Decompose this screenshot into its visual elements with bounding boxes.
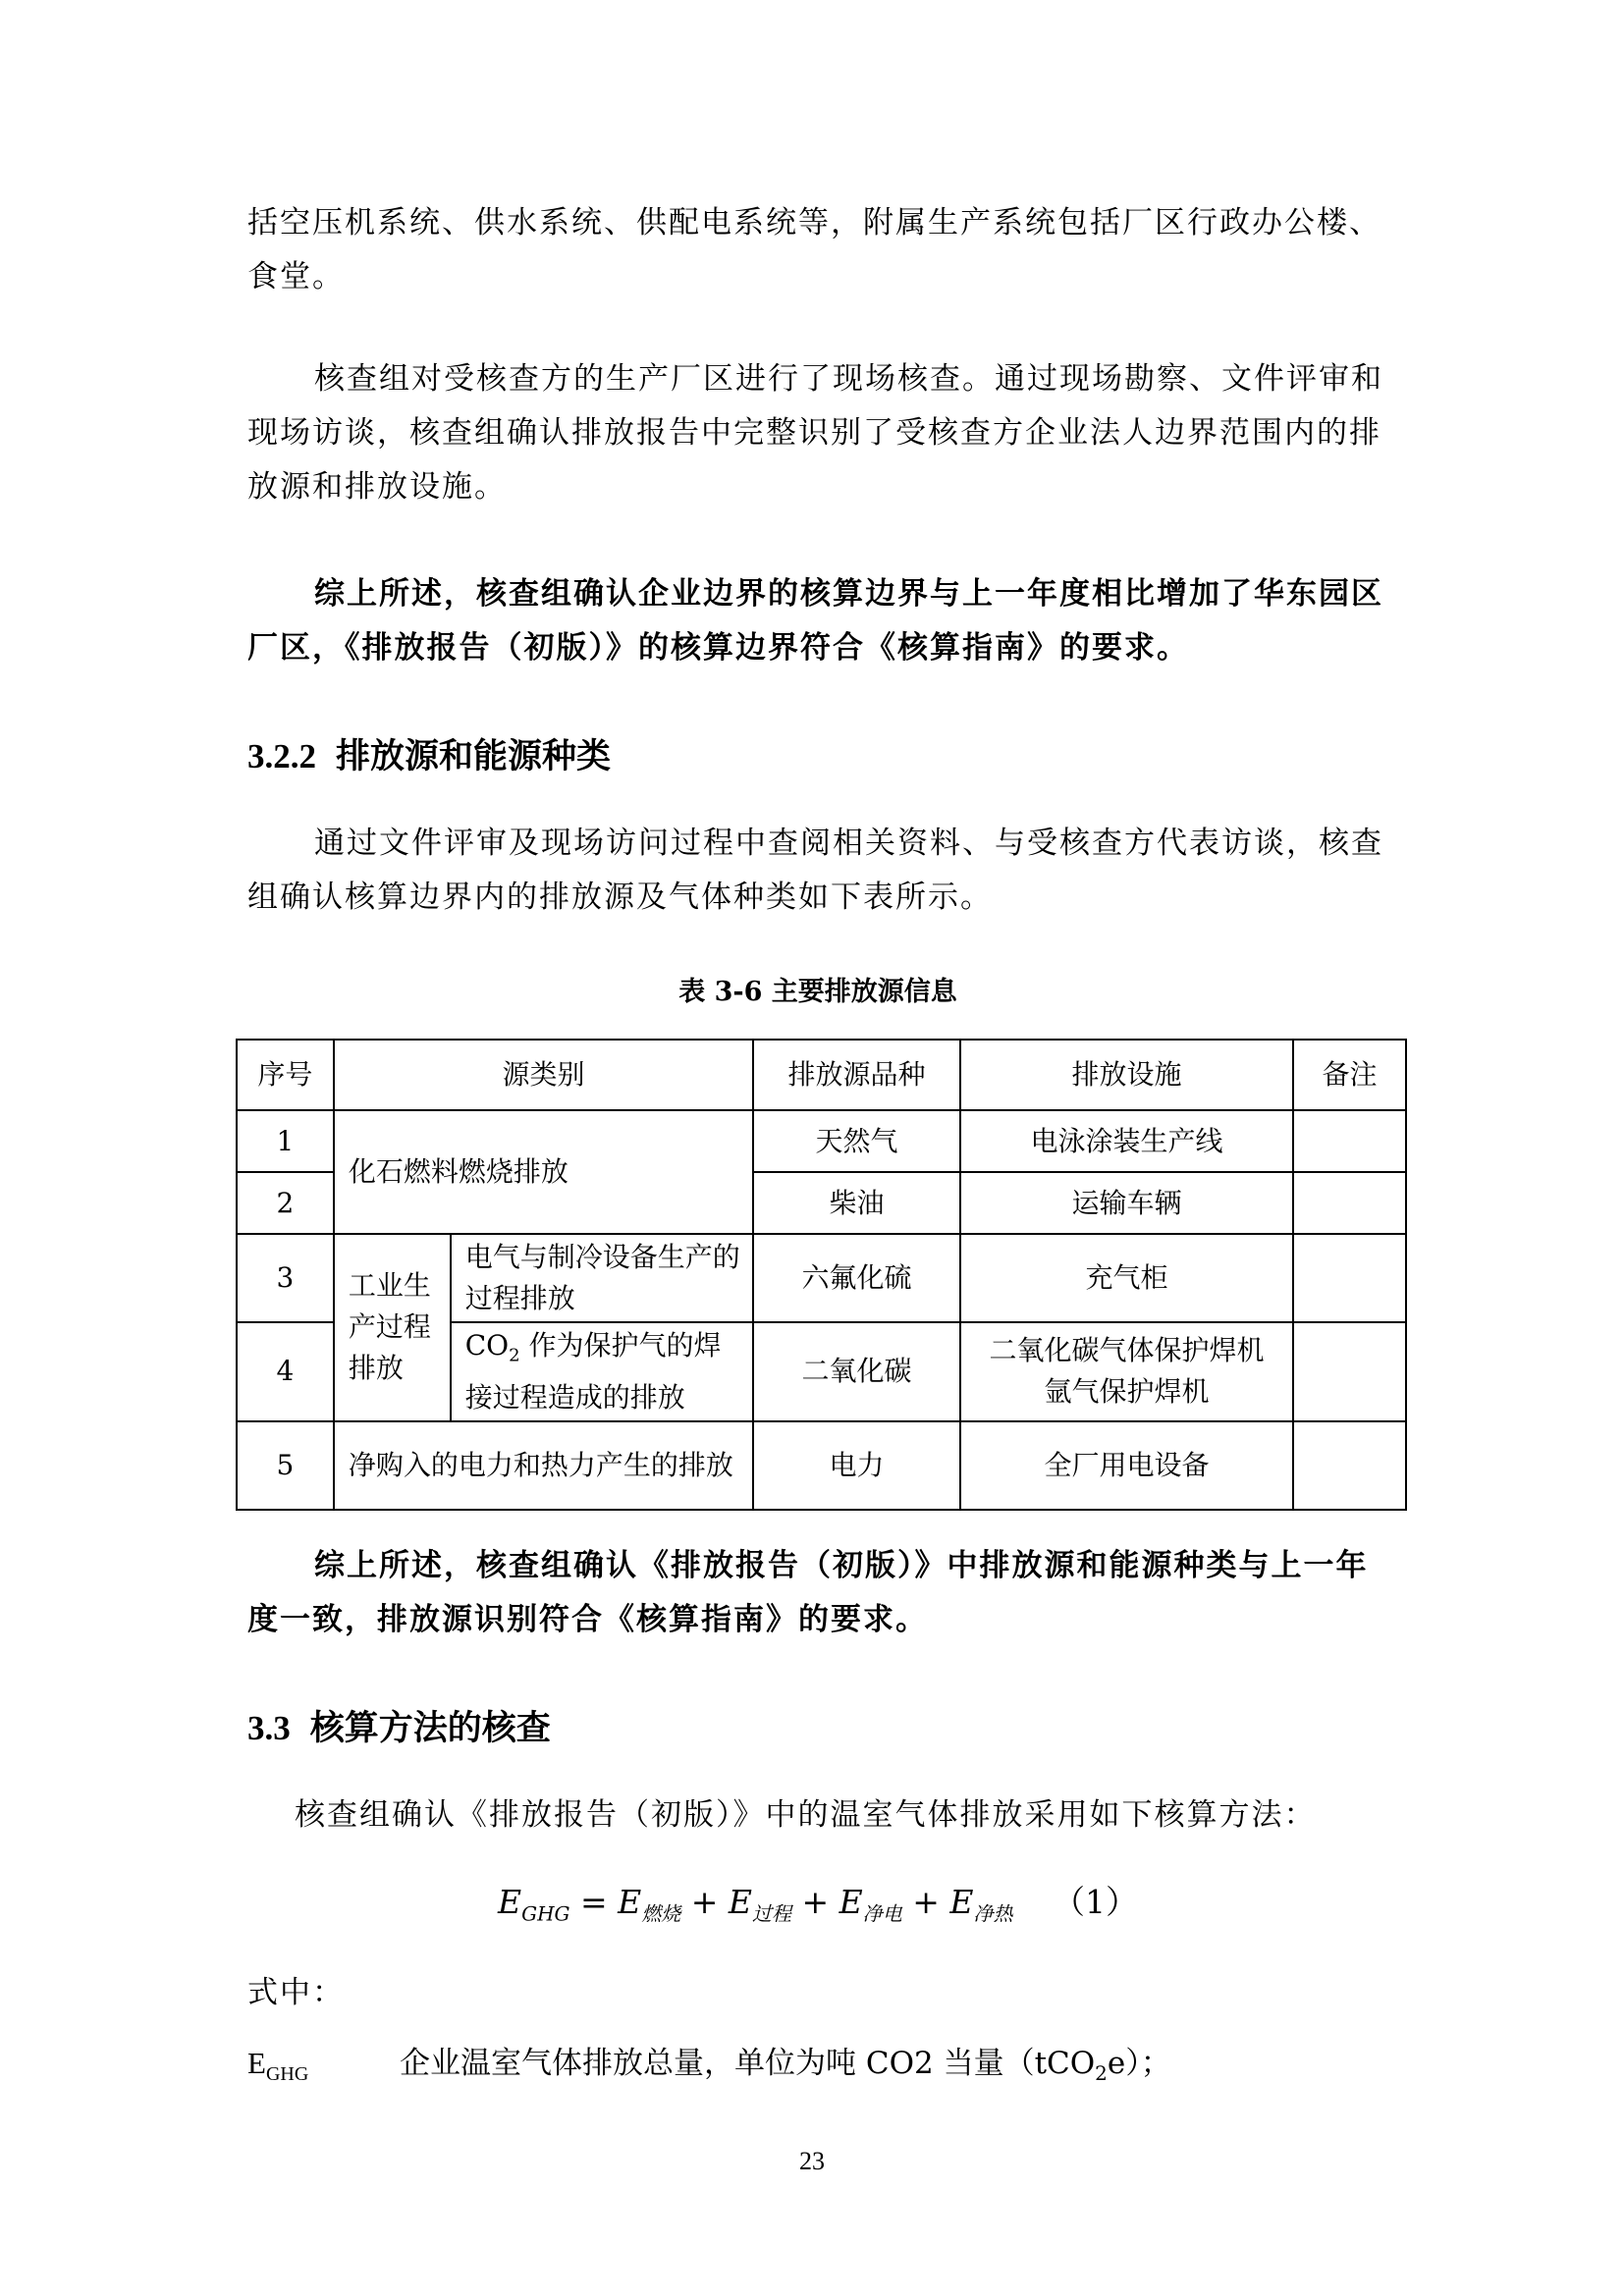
table-header-row — [237, 1040, 1406, 1110]
equation-number: （1） — [1052, 1883, 1138, 1921]
header-category: 源类别 — [334, 1040, 753, 1110]
paragraph-site-verification: 核查组对受核查方的生产厂区进行了现场核查。通过现场勘察、文件评审和现场访谈，核查组确认排放报告中完整识别了受核查方企业法人边界范围内的排放源和排放设施。 — [247, 361, 1383, 505]
section-number: 3.2.2 — [247, 737, 316, 775]
section-title: 排放源和能源种类 — [336, 736, 612, 776]
section-title: 核算方法的核查 — [309, 1708, 551, 1748]
table-row — [237, 1234, 1406, 1322]
section-number: 3.3 — [247, 1709, 291, 1747]
term-letter: E — [247, 2046, 266, 2080]
formula-lhs: E — [498, 1883, 522, 1921]
term-sub: 净热 — [973, 1901, 1013, 1926]
cell-facility — [960, 1322, 1293, 1421]
paragraph-where: 式中： — [247, 1975, 345, 2010]
cell-no: 1 — [237, 1110, 334, 1172]
cell-facility: 电泳涂装生产线 — [960, 1110, 1293, 1172]
cell-note — [1293, 1172, 1406, 1234]
header-facility: 排放设施 — [960, 1040, 1293, 1110]
cell-no: 2 — [237, 1172, 334, 1234]
formula-lhs-sub: GHG — [521, 1901, 570, 1926]
cell-facility: 充气柜 — [960, 1234, 1293, 1322]
definition-text-pre: 企业温室气体排放总量，单位为吨 CO2 当量（tCO — [400, 2046, 1096, 2081]
term-sub: 净电 — [862, 1901, 902, 1926]
co2-text: CO — [464, 1329, 510, 1362]
paragraph-boundary-conclusion: 综上所述，核查组确认企业边界的核算边界与上一年度相比增加了华东园区厂区，《排放报告（初版）》的核算边界符合《核算指南》的要求。 — [247, 576, 1383, 666]
subcategory-rest: 作为保护气的焊接过程造成的排放 — [464, 1329, 722, 1414]
cell-subcategory: 电气与制冷设备生产的过程排放 — [451, 1234, 753, 1322]
section-heading-3-2-2 — [247, 729, 611, 778]
paragraph-table-intro: 通过文件评审及现场访问过程中查阅相关资料、与受核查方代表访谈，核查组确认核算边界内的排放源及气体种类如下表所示。 — [247, 826, 1383, 915]
term-e: E — [618, 1883, 642, 1921]
term-sub: 过程 — [752, 1901, 791, 1926]
plus-sign: + — [801, 1883, 839, 1921]
definition-term — [247, 2046, 400, 2086]
cell-category: 化石燃料燃烧排放 — [334, 1110, 753, 1234]
cell-no: 5 — [237, 1421, 334, 1510]
emission-formula — [247, 1877, 1388, 1927]
cell-facility: 运输车辆 — [960, 1172, 1293, 1234]
emission-source-table — [236, 1039, 1407, 1511]
term-sub: 燃烧 — [641, 1901, 681, 1926]
header-no: 序号 — [237, 1040, 334, 1110]
term-e: E — [949, 1883, 974, 1921]
paragraph-source-conclusion: 综上所述，核查组确认《排放报告（初版）》中排放源和能源种类与上一年度一致，排放源识别符合《核算指南》的要求。 — [247, 1548, 1369, 1637]
term-e: E — [839, 1883, 863, 1921]
co2-subscript: 2 — [509, 1345, 520, 1366]
cell-variety: 柴油 — [753, 1172, 960, 1234]
definition-row — [247, 2038, 1388, 2086]
cell-variety: 六氟化硫 — [753, 1234, 960, 1322]
cell-subcategory — [451, 1322, 753, 1421]
cell-no: 3 — [237, 1234, 334, 1322]
cell-note — [1293, 1421, 1406, 1510]
term-e: E — [728, 1883, 752, 1921]
equals-sign: = — [580, 1883, 619, 1921]
cell-category: 工业生产过程排放 — [334, 1234, 451, 1421]
cell-note — [1293, 1234, 1406, 1322]
paragraph-method-intro: 核查组确认《排放报告（初版）》中的温室气体排放采用如下核算方法： — [295, 1797, 1317, 1833]
table-row — [237, 1110, 1406, 1172]
cell-variety: 二氧化碳 — [753, 1322, 960, 1421]
cell-no: 4 — [237, 1322, 334, 1421]
cell-facility: 全厂用电设备 — [960, 1421, 1293, 1510]
table-caption: 表 3-6 主要排放源信息 — [678, 977, 957, 1007]
definition-subscript: 2 — [1095, 2061, 1108, 2086]
cell-note — [1293, 1110, 1406, 1172]
facility-line: 二氧化碳气体保护焊机 — [989, 1334, 1265, 1367]
facility-line: 氩气保护焊机 — [1044, 1375, 1210, 1409]
cell-note — [1293, 1322, 1406, 1421]
plus-sign: + — [912, 1883, 950, 1921]
cell-category: 净购入的电力和热力产生的排放 — [334, 1421, 753, 1510]
paragraph-production-systems: 括空压机系统、供水系统、供配电系统等，附属生产系统包括厂区行政办公楼、食堂。 — [247, 205, 1381, 294]
plus-sign: + — [690, 1883, 729, 1921]
cell-variety: 电力 — [753, 1421, 960, 1510]
header-note: 备注 — [1293, 1040, 1406, 1110]
table-row — [237, 1421, 1406, 1510]
definition-text-post: e）； — [1107, 2046, 1171, 2081]
section-heading-3-3 — [247, 1701, 551, 1750]
term-subscript: GHG — [265, 2063, 309, 2086]
cell-variety: 天然气 — [753, 1110, 960, 1172]
page-number: 23 — [799, 2147, 825, 2175]
header-variety: 排放源品种 — [753, 1040, 960, 1110]
